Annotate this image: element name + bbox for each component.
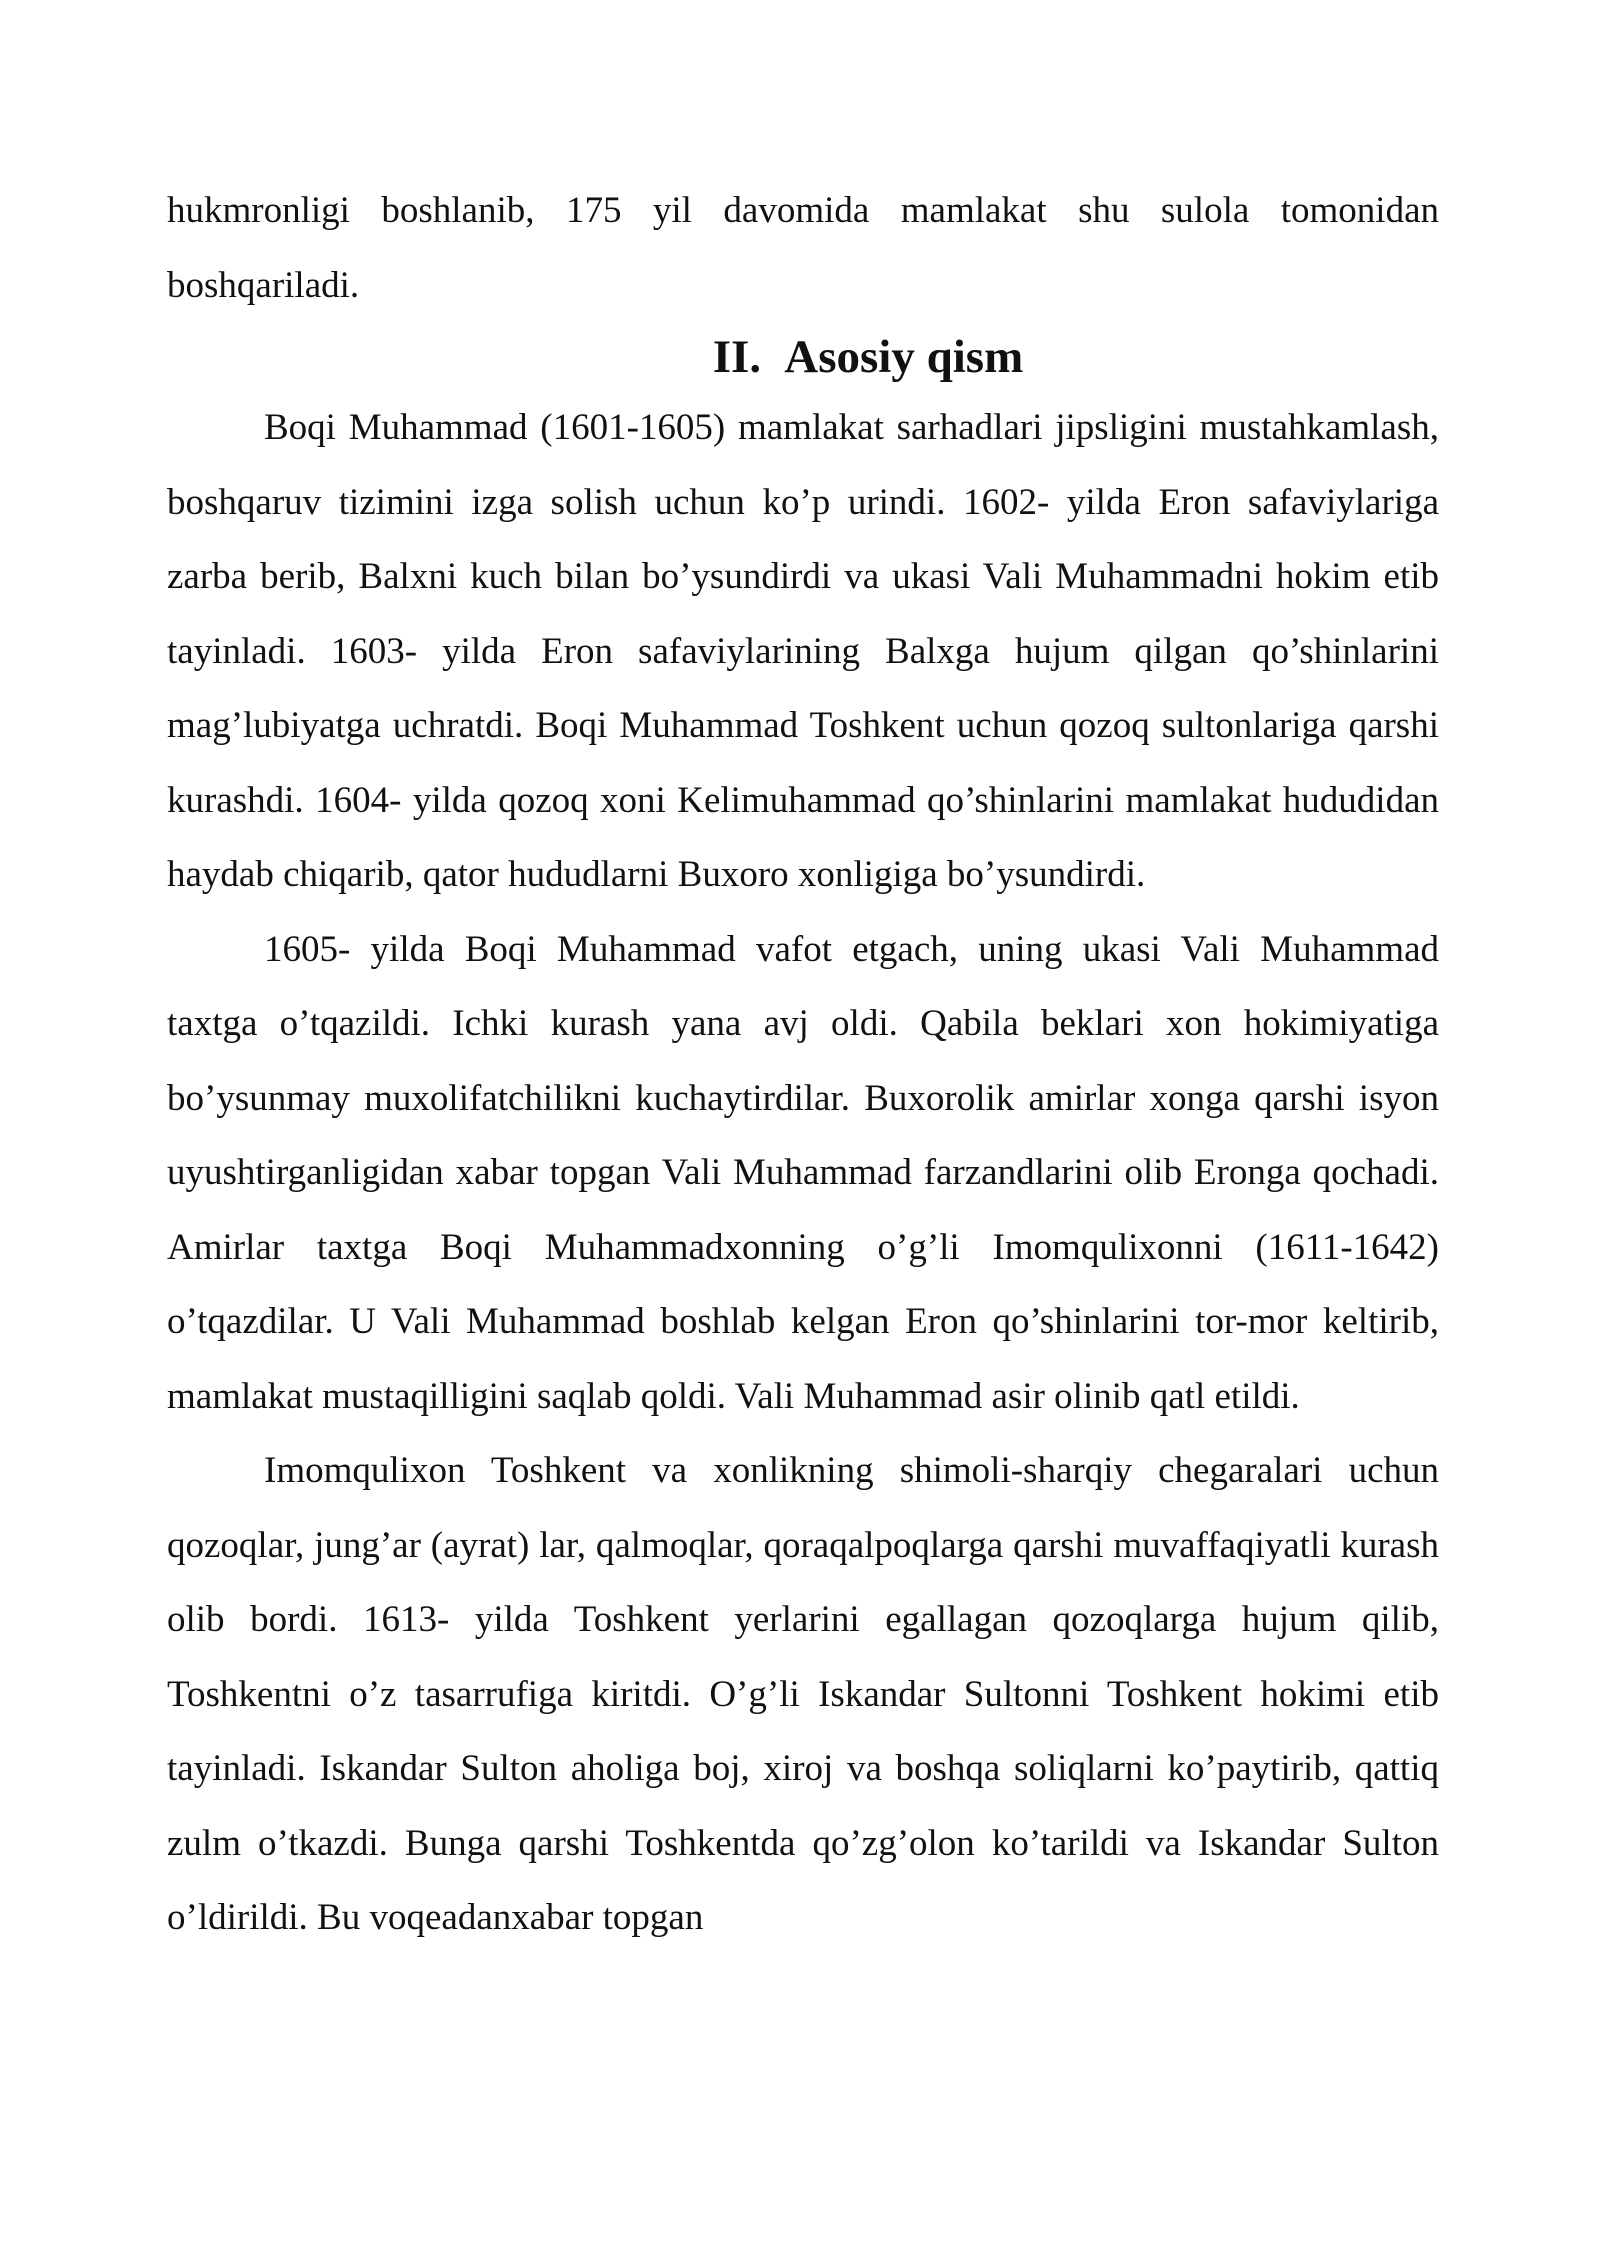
section-heading [167,323,1439,391]
document-body [167,174,1439,1956]
paragraph-vali-muhammad: 1605- yilda Boqi Muhammad vafot etgach, uning ukasi Vali Muhammad taxtga o’tqazildi. Ichki kurash yana avj oldi. Qabila beklari xon hokimiyatiga bo’ysunmay muxolifatchilikni kuchaytirdilar. Buxorolik amirlar xonga qarshi isyon uyushtirganligidan xabar topgan Vali Muhammad farzandlarini olib Eronga qochadi. Amirlar taxtga Boqi Muhammadxonning o’g’li Imomqulixonni (1611-1642) o’tqazdilar. U Vali Muhammad boshlab kelgan Eron qo’shinlarini tor-mor keltirib, mamlakat mustaqilligini saqlab qoldi. Vali Muhammad asir olinib qatl etildi. [167,928,1439,1417]
paragraph-imomqulixon: Imomqulixon Toshkent va xonlikning shimoli-sharqiy chegaralari uchun qozoqlar, jung’ar (ayrat) lar, qalmoqlar, qoraqalpoqlarga qarshi muvaffaqiyatli kurash olib bordi. 1613- yilda Toshkent yerlarini egallagan qozoqlarga hujum qilib, Toshkentni o’z tasarrufiga kiritdi. O’g’li Iskandar Sultonni Toshkent hokimi etib tayinladi. Iskandar Sulton aholiga boj, xiroj va boshqa soliqlarni ko’paytirib, qattiq zulm o’tkazdi. Bunga qarshi Toshkentda qo’zg’olon ko’tarildi va Iskandar Sulton o’ldirildi. Bu voqeadanxabar topgan [167,1450,1439,1938]
paragraph-boqi-muhammad: Boqi Muhammad (1601-1605) mamlakat sarhadlari jipsligini mustahkamlash, boshqaruv tizimini izga solish uchun ko’p urindi. 1602- yilda Eron safaviylariga zarba berib, Balxni kuch bilan bo’ysundirdi va ukasi Vali Muhammadni hokim etib tayinladi. 1603- yilda Eron safaviylarining Balxga hujum qilgan qo’shinlarini mag’lubiyatga uchratdi. Boqi Muhammad Toshkent uchun qozoq sultonlariga qarshi kurashdi. 1604- yilda qozoq xoni Kelimuhammad qo’shinlarini mamlakat hududidan haydab chiqarib, qator hududlarni Buxoro xonligiga bo’ysundirdi. [167,407,1439,895]
section-title: Asosiy qism [784,331,1024,383]
intro-paragraph: hukmronligi boshlanib, 175 yil davomida mamlakat shu sulola tomonidan boshqariladi. [167,190,1439,306]
section-number: II. [712,331,762,383]
